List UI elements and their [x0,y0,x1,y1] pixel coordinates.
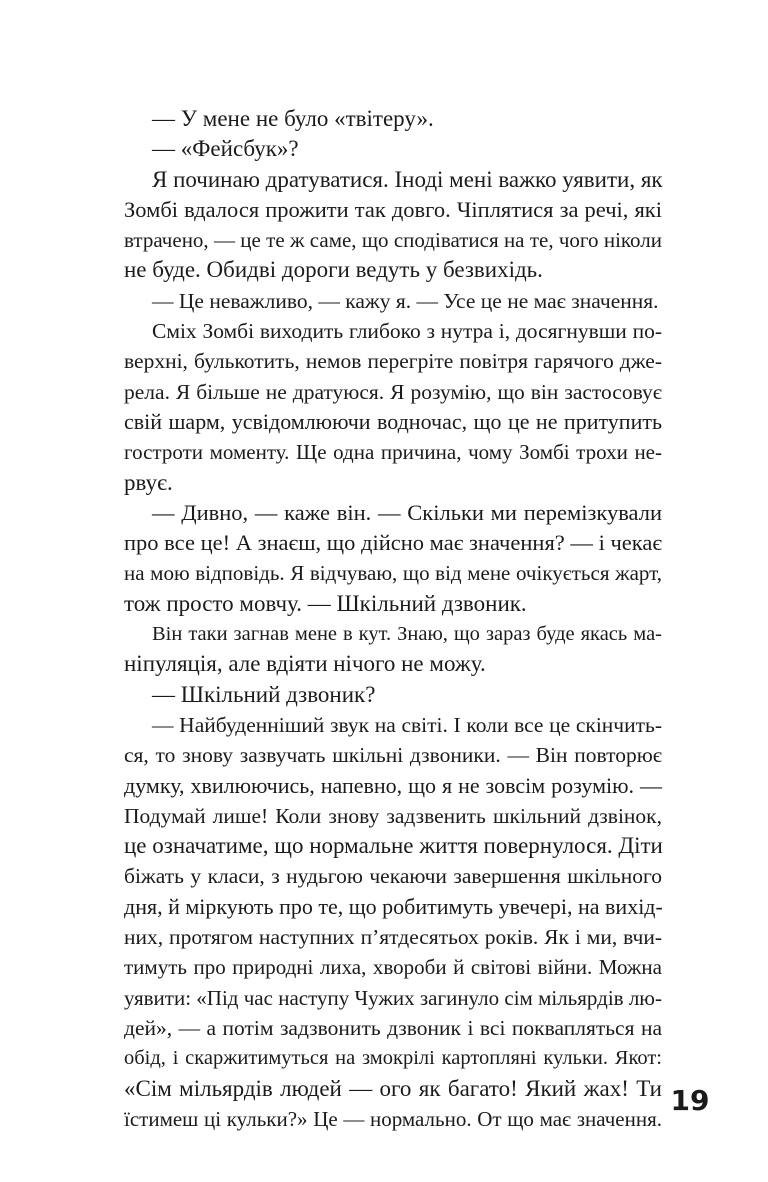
text-line: про все це! А знаєш, що дійсно має значення? — і чекає [124,530,662,556]
text-line: обід, і скаржитимуться на змокрілі картопляні кульки. Якот: [124,1047,662,1070]
body-text [124,104,662,1134]
text-line: дей», — а потім задзвонить дзвоник і всі поквапляться на [124,1015,662,1040]
text-line: — Шкільний дзвоник? [152,681,376,707]
text-line: ніпуляція, але вдіяти нічого не можу. [124,651,486,677]
text-line: тож просто мовчу. — Шкільний дзвоник. [124,590,527,616]
text-line: — Це неважливо, — кажу я. — Усе це не має значення. [152,288,659,313]
text-line: «Сім мільярдів людей — ого як багато! Який жах! Ти [124,1075,662,1101]
text-line: ся, то знову зазвучать шкільні дзвоники. — Він повторює [124,743,662,768]
text-line: — У мене не було «твітеру». [152,106,434,131]
text-line: свій шарм, усвідомлюючи водночас, що це не притупить [124,408,662,434]
page-number: 19 [670,1084,710,1117]
text-line: це означатиме, що нормальне життя повернулося. Діти [124,833,663,859]
text-line: них, протягом наступних п’ятдесятьох років. Як і ми, вчи- [124,925,662,950]
text-line: Сміх Зомбі виходить глибоко з нутра і, досягнувши по- [152,319,662,344]
text-line: — «Фейсбук»? [152,136,299,162]
text-line: на мою відповідь. Я відчуваю, що від мене очікується жарт, [124,561,662,586]
text-line: Я починаю дратуватися. Іноді мені важко уявити, як [152,166,663,192]
text-line: — Найбуденніший звук на світі. І коли все це скінчить- [152,712,662,737]
text-line: — Дивно, — каже він. — Скільки ми перемізкували [152,499,662,525]
text-line: їстимеш ці кульки?» Це — нормально. От що має значення. [124,1106,662,1131]
text-line: рела. Я більше не дратуюся. Я розумію, що він застосовує [124,379,662,404]
text-line: рвує. [124,469,173,495]
text-line: уявити: «Під час наступу Чужих загинуло сім мільярдів лю- [124,985,662,1010]
text-line: втрачено, — це те ж саме, що сподіватися на те, чого ніколи [124,228,662,253]
text-line: дня, й міркують про те, що робитимуть увечері, на вихід- [124,893,663,919]
text-line: верхні, булькотить, немов перегріте повітря гарячого дже- [124,349,662,374]
text-line: біжать у класи, з нудьгою чекаючи завершення шкільного [124,864,662,889]
text-line: Подумай лише! Коли знову задзвенить шкільний дзвінок, [124,803,662,828]
text-line: тимуть про природні лиха, хвороби й світові війни. Можна [124,955,662,980]
text-line: Зомбі вдалося прожити так довго. Чіплятися за речі, які [124,196,662,222]
text-line: не буде. Обидві дороги ведуть у безвихідь. [124,257,543,283]
text-line: думку, хвилюючись, напевно, що я не зовсім розумію. — [124,772,662,798]
text-line: гостроти моменту. Ще одна причина, чому Зомбі трохи не- [124,440,662,465]
text-line: Він таки загнав мене в кут. Знаю, що зараз буде якась ма- [152,623,662,646]
